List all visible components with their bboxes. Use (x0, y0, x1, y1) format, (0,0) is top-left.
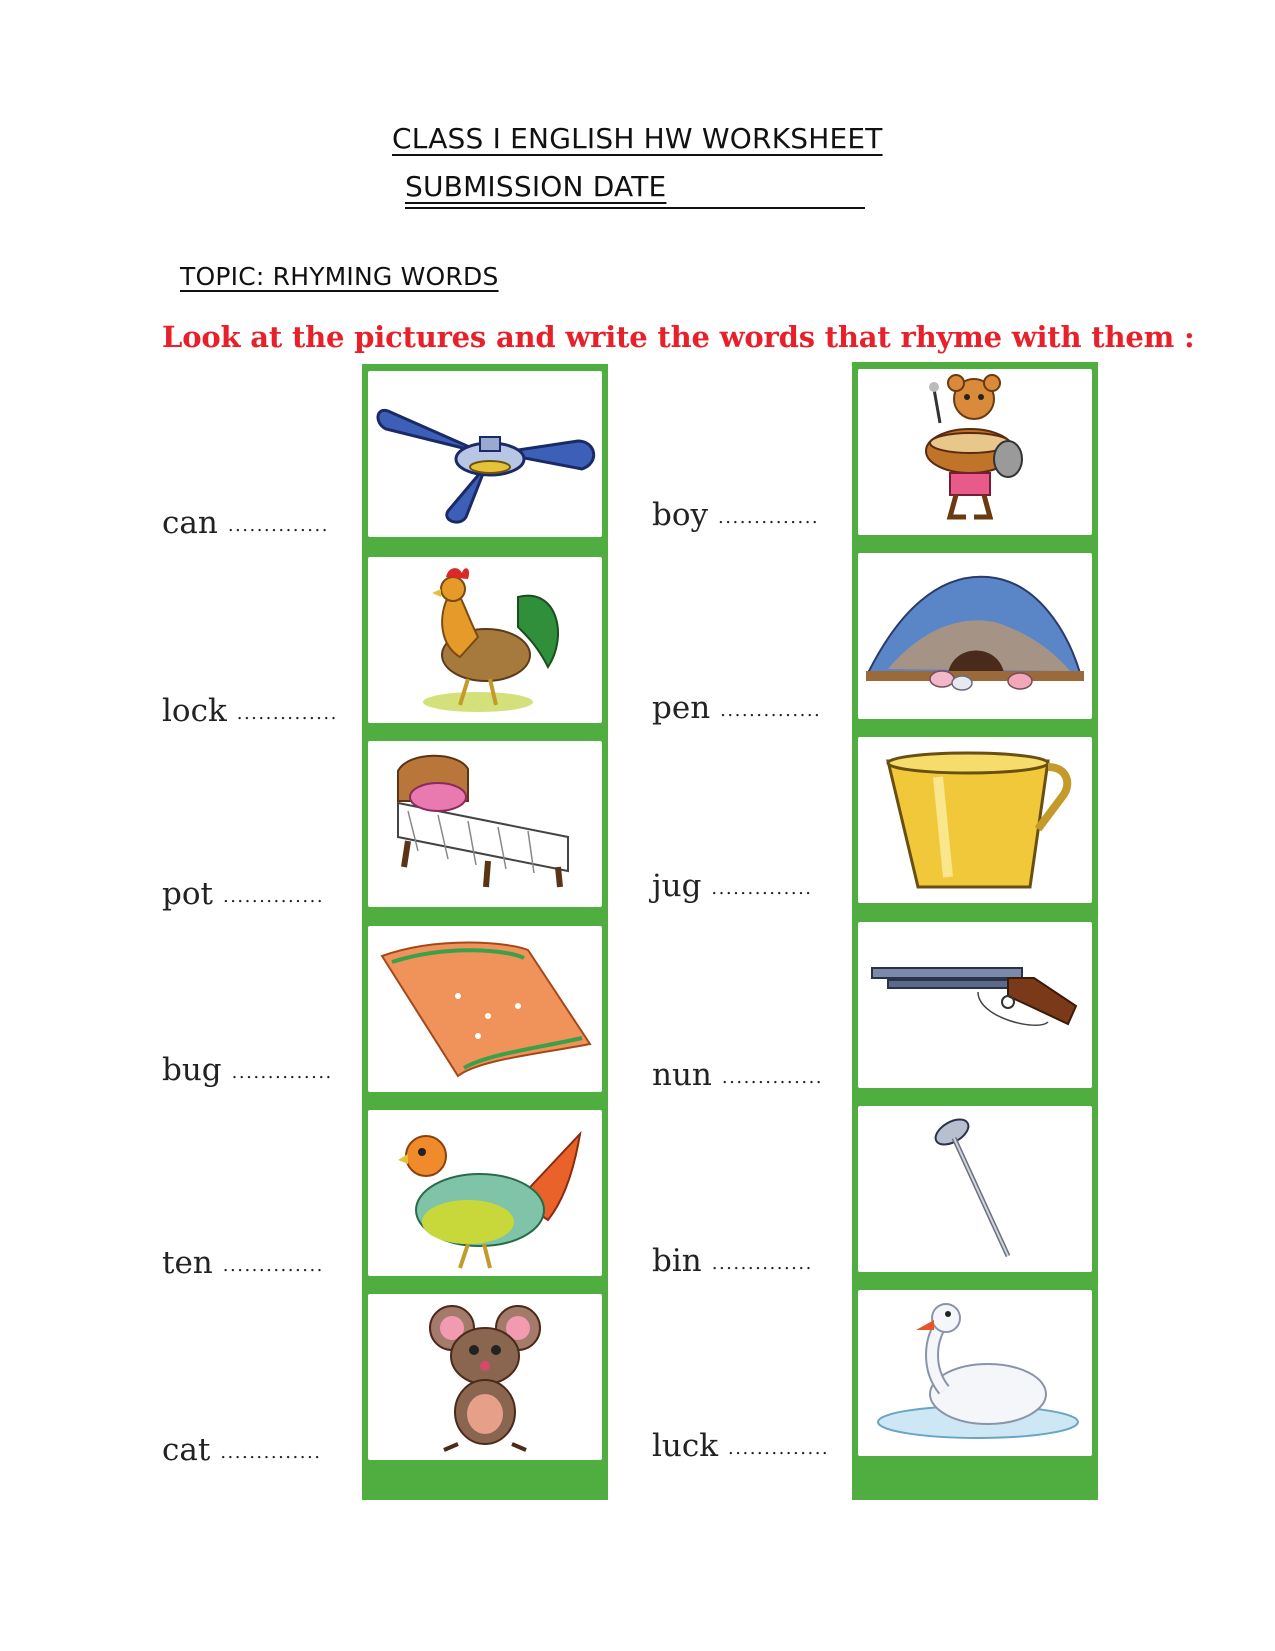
word-boy (652, 497, 819, 533)
word-label: boy (652, 497, 709, 533)
rat-picture (368, 1294, 602, 1460)
word-label: jug (652, 868, 702, 904)
answer-blank[interactable]: .............. (728, 1438, 830, 1459)
den-picture (858, 553, 1092, 719)
word-can (162, 505, 329, 541)
answer-blank[interactable]: .............. (227, 515, 329, 536)
word-nun (652, 1057, 823, 1093)
answer-blank[interactable]: .............. (222, 1255, 324, 1276)
answer-blank[interactable]: .............. (720, 700, 822, 721)
topic-heading: TOPIC: RHYMING WORDS (180, 262, 499, 291)
hen-picture (368, 1110, 602, 1276)
picture-card-hen (368, 1110, 602, 1276)
word-jug (652, 868, 813, 904)
word-luck (652, 1428, 829, 1464)
picture-card-cock (368, 557, 602, 723)
word-label: bug (162, 1052, 222, 1088)
word-label: pot (162, 876, 213, 912)
answer-blank[interactable]: .............. (711, 878, 813, 899)
fan-picture (368, 371, 602, 537)
picture-card-mug (858, 737, 1092, 903)
worksheet-title: CLASS I ENGLISH HW WORKSHEET (392, 122, 883, 155)
submission-date-blank[interactable] (405, 207, 865, 209)
answer-blank[interactable]: .............. (231, 1062, 333, 1083)
answer-blank[interactable]: .............. (236, 703, 338, 724)
word-label: bin (652, 1243, 702, 1279)
answer-blank[interactable]: .............. (721, 1067, 824, 1088)
gun-picture (858, 922, 1092, 1088)
word-label: pen (652, 690, 711, 726)
instruction-text: Look at the pictures and write the words that rhyme with them : (162, 320, 1195, 354)
submission-date-line (405, 170, 666, 203)
word-label: nun (652, 1057, 712, 1093)
word-ten (162, 1245, 324, 1281)
word-label: lock (162, 693, 227, 729)
answer-blank[interactable]: .............. (222, 886, 325, 907)
pin-picture (858, 1106, 1092, 1272)
word-label: ten (162, 1245, 213, 1281)
picture-card-duck (858, 1290, 1092, 1456)
word-lock (162, 693, 338, 729)
picture-strip-right (852, 362, 1098, 1500)
picture-card-fan (368, 371, 602, 537)
picture-card-cot (368, 741, 602, 907)
picture-card-den (858, 553, 1092, 719)
answer-blank[interactable]: .............. (711, 1253, 813, 1274)
duck-picture (858, 1290, 1092, 1456)
rug-picture (368, 926, 602, 1092)
mug-picture (858, 737, 1092, 903)
toy-picture (858, 369, 1092, 535)
picture-card-gun (858, 922, 1092, 1088)
word-pot (162, 876, 324, 912)
picture-card-toy (858, 369, 1092, 535)
answer-blank[interactable]: .............. (718, 507, 820, 528)
word-pen (652, 690, 821, 726)
answer-blank[interactable]: .............. (220, 1442, 322, 1463)
word-bug (162, 1052, 333, 1088)
word-label: can (162, 505, 218, 541)
word-label: luck (652, 1428, 719, 1464)
picture-card-rat (368, 1294, 602, 1460)
word-cat (162, 1432, 321, 1468)
submission-date-label: SUBMISSION DATE (405, 170, 667, 203)
picture-card-rug (368, 926, 602, 1092)
cot-picture (368, 741, 602, 907)
picture-strip-left (362, 364, 608, 1500)
cock-picture (368, 557, 602, 723)
word-label: cat (162, 1432, 211, 1468)
picture-card-pin (858, 1106, 1092, 1272)
word-bin (652, 1243, 813, 1279)
